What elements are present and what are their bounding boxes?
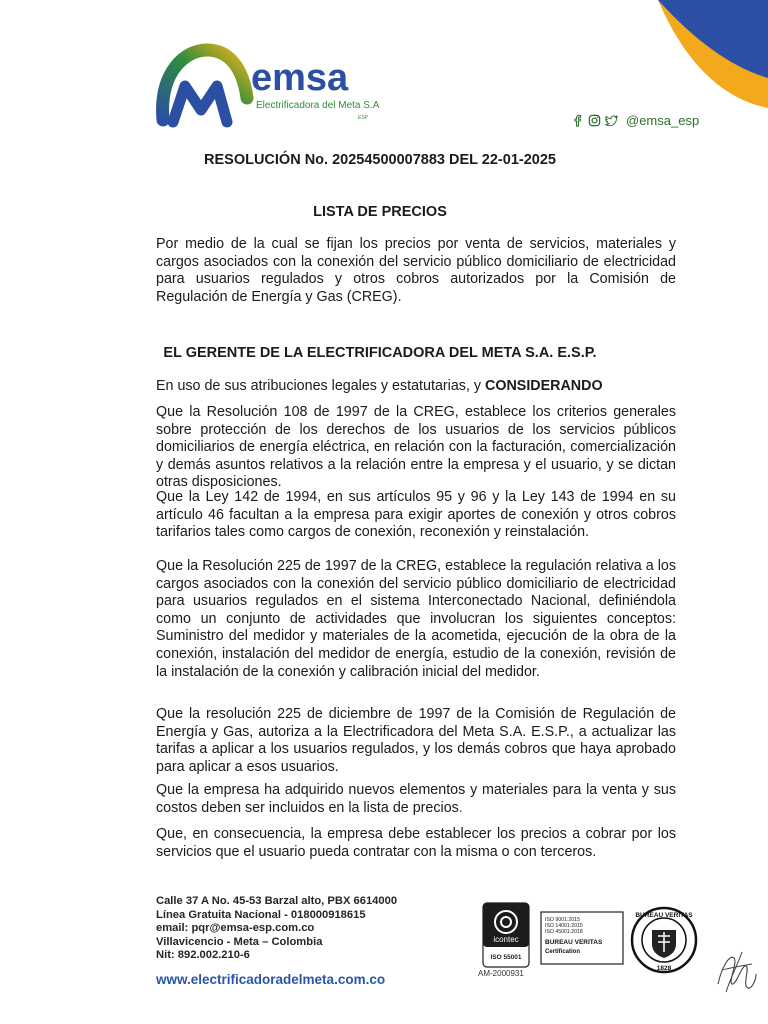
consideration-text: Que la empresa ha adquirido nuevos elementos y materiales para la venta y sus costos deben ser incluidos en la lista de precios — [156, 782, 676, 816]
twitter-icon[interactable] — [605, 114, 618, 127]
iso-label: ISO 55001 — [490, 954, 522, 961]
footer-address: Calle 37 A No. 45-53 Barzal alto, PBX 6614000 — [156, 895, 398, 907]
emsa-logo — [155, 42, 395, 132]
considering-label: CONSIDERANDO — [485, 378, 603, 394]
consideration-paragraph: Que la Ley 142 de 1994, en sus artículos 95 y 96 y la Ley 143 de 1994 en su artículo 46 facultan a la empresa para exigir aportes de conexión y otros cobros tarifarios tales como cargos de conexión, reconexión y reinstalación. — [156, 489, 676, 541]
bv-iso-line: ISO 9001:2015 — [545, 917, 580, 923]
instagram-icon[interactable] — [588, 114, 601, 127]
resolution-title: RESOLUCIÓN No. 20254500007883 DEL 22-01-2025 — [204, 152, 556, 168]
price-list-title: LISTA DE PRECIOS — [313, 204, 447, 220]
footer-contact — [156, 895, 397, 963]
footer-hotline: Línea Gratuita Nacional - 018000918615 — [156, 908, 366, 921]
facebook-icon[interactable] — [571, 114, 584, 127]
brand-suffix: ESP — [358, 115, 369, 121]
intro-text: En uso de sus atribuciones legales y estatutarias, y — [156, 378, 486, 394]
consideration-paragraph: Que, en consecuencia, la empresa debe establecer los precios a cobrar por los servicios que el usuario pueda contratar con la misma o con terceros. — [156, 826, 676, 860]
icontec-label: icontec — [493, 935, 519, 944]
bureau-veritas-certification — [540, 904, 706, 974]
purpose-paragraph: Por medio de la cual se fijan los precios por venta de servicios, materiales y cargos asociados con la conexión del servicio público domiciliario de electricidad para usuarios regulados y otros cobros autorizados por la Comisión de Regulación de Energía y Gas (CREG). — [156, 236, 676, 305]
bv-seal-icon — [632, 908, 696, 972]
bv-certification: Certification — [545, 949, 581, 955]
manager-heading: EL GERENTE DE LA ELECTRIFICADORA DEL META S.A. E.S.P. — [163, 345, 597, 361]
brand-subtitle: Electrificadora del Meta S.A — [256, 100, 380, 111]
footer-city: Villavicencio - Meta – Colombia — [156, 935, 323, 948]
bv-seal-year: 1828 — [656, 965, 672, 972]
brand-name: emsa — [251, 57, 349, 99]
social-handle[interactable]: @emsa_esp — [626, 113, 700, 128]
bv-iso-line: ISO 45001:2018 — [545, 929, 583, 935]
footer-website-link[interactable]: www.electrificadoradelmeta.com.co — [156, 972, 386, 987]
consideration-paragraph: Que la resolución 225 de diciembre de 1997 de la Comisión de Regulación de Energía y Gas, autoriza a la Electrificadora del Meta S.A. E.S.P., a actualizar las tarifas a aplicar a los usuarios regulados, y los demás cobros que haya aprobado para aplicar a esos usuarios. — [156, 706, 676, 775]
consideration-paragraph: Que la empresa ha adquirido nuevos elementos y materiales para la venta y sus costos deben ser incluidos en la lista de precios. — [156, 782, 676, 816]
intro-paragraph — [156, 378, 676, 396]
footer-nit: Nit: 892.002.210-6 — [156, 949, 250, 962]
consideration-paragraph: Que la Resolución 108 de 1997 de la CREG, establece los criterios generales sobre protección de los derechos de los usuarios de los servicios públicos domiciliarios de energía eléctrica, en relación con la facturación, comercialización y demás asuntos relativos a la relación entre la empresa y el usuario, y se dictan otras disposiciones. — [156, 404, 676, 491]
consideration-paragraph: Que la Resolución 225 de 1997 de la CREG, establece la regulación relativa a los cargos asociados con la conexión del servicio público domiciliario de electricidad para usuarios regulados en el sistema Interconectado Nacional, definiéndola como un conjunto de actividades que involucran los siguientes conceptos: Suministro del medidor y materiales de la acometida, ejecución de la obra de la conexión, instalación del medidor de energía, estudio de la conexión, revisión de la instalación de la conexión y calibración inicial del medidor. — [156, 558, 676, 680]
bv-name: BUREAU VERITAS — [545, 939, 603, 946]
icontec-certification-badge — [482, 902, 530, 968]
social-links — [571, 113, 699, 128]
footer-email[interactable]: email: pqr@emsa-esp.com.co — [156, 922, 315, 935]
corner-decoration — [658, 0, 768, 110]
signature-mark — [712, 944, 760, 1000]
certificate-code: AM-2000931 — [478, 969, 524, 978]
bv-seal-text: BUREAU VERITAS — [635, 912, 693, 919]
bv-iso-line: ISO 14001:2015 — [545, 923, 583, 929]
